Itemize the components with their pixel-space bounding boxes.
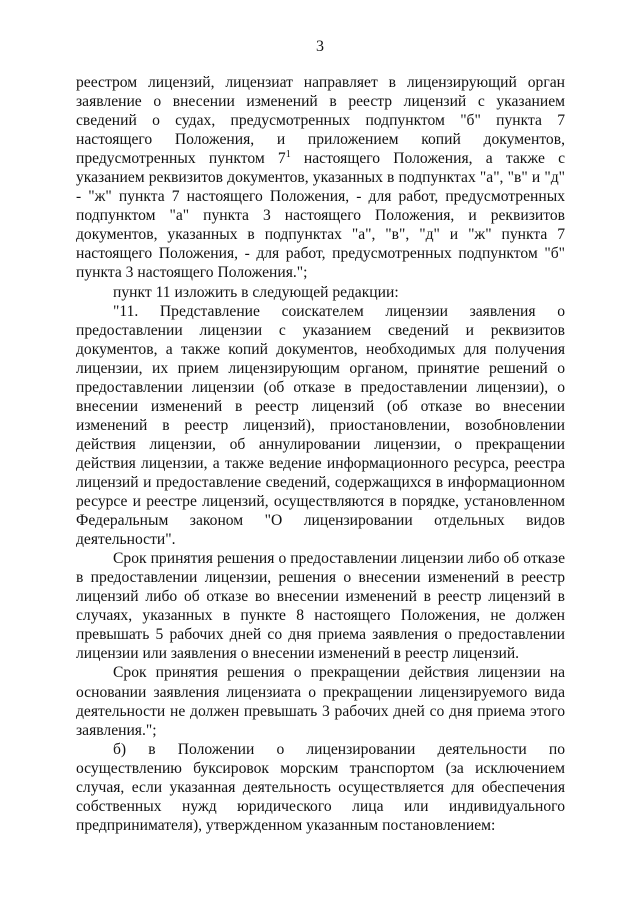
text-run: реестром лицензий, лицензиат направляет в лицензирующий орган заявление о внесении изменений в реестр лицензий с указанием сведений о судах, предусмотренных подпунктом "б" пункта 7 настоящего Положения, и приложением копий документов, предусмотренных пунктом 7 — [76, 74, 565, 168]
paragraph-instruction: пункт 11 изложить в следующей редакции: — [113, 283, 399, 301]
paragraph-continuation — [76, 73, 565, 283]
superscript: 1 — [285, 149, 291, 161]
document-body — [76, 73, 565, 835]
paragraph-clause-11: "11. Представление соискателем лицензии заявления о предоставлении лицензии с указанием сведений и реквизитов документов, а также копий документов, необходимых для получения лицензии, их прием лицензирующим органом, принятие решений о предоставлении лицензии (об отказе в предоставлении лицензии), о внесении изменений в реестр лицензий (об отказе во внесении изменений в реестр лицензий), приостановлении, возобновлении действия лицензии, об аннулировании лицензии, о прекращении действия лицензии, а также ведение информационного ресурса, реестра лицензий и предоставление сведений, содержащихся в информационном ресурсе и реестре лицензий, осуществляются в порядке, установленном Федеральным законом "О лицензировании отдельных видов деятельности". — [76, 302, 565, 549]
page-number: 3 — [316, 38, 324, 55]
paragraph-subitem-b: б) в Положении о лицензировании деятельности по осуществлению буксировок морским транспортом (за исключением случая, если указанная деятельность осуществляется для обеспечения собственных нужд юридического лица или индивидуального предпринимателя), утвержденном указанным постановлением: — [76, 740, 565, 834]
paragraph-term-issuance: Срок принятия решения о предоставлении лицензии либо об отказе в предоставлении лицензии, решения о внесении изменений в реестр лицензий либо об отказе во внесении изменений в реестр лицензий в случаях, указанных в пункте 8 настоящего Положения, не должен превышать 5 рабочих дней со дня приема заявления о предоставлении лицензии или заявления о внесении изменений в реестр лицензий. — [76, 550, 565, 663]
text-run: настоящего Положения, а также с указанием реквизитов документов, указанных в подпунктах "а", "в" и "д" - "ж" пункта 7 настоящего Положения, - для работ, предусмотренных подпунктом "а" пункта 3 настоящего Положения, и реквизитов документов, указанных в подпунктах "а", "в", "д" и "ж" пункта 7 настоящего Положения, - для работ, предусмотренных подпунктом "б" пункта 3 настоящего Положения."; — [76, 150, 565, 282]
paragraph-term-termination: Срок принятия решения о прекращении действия лицензии на основании заявления лицензиата о прекращении лицензируемого вида деятельности не должен превышать 3 рабочих дней со дня приема этого заявления."; — [76, 664, 565, 739]
